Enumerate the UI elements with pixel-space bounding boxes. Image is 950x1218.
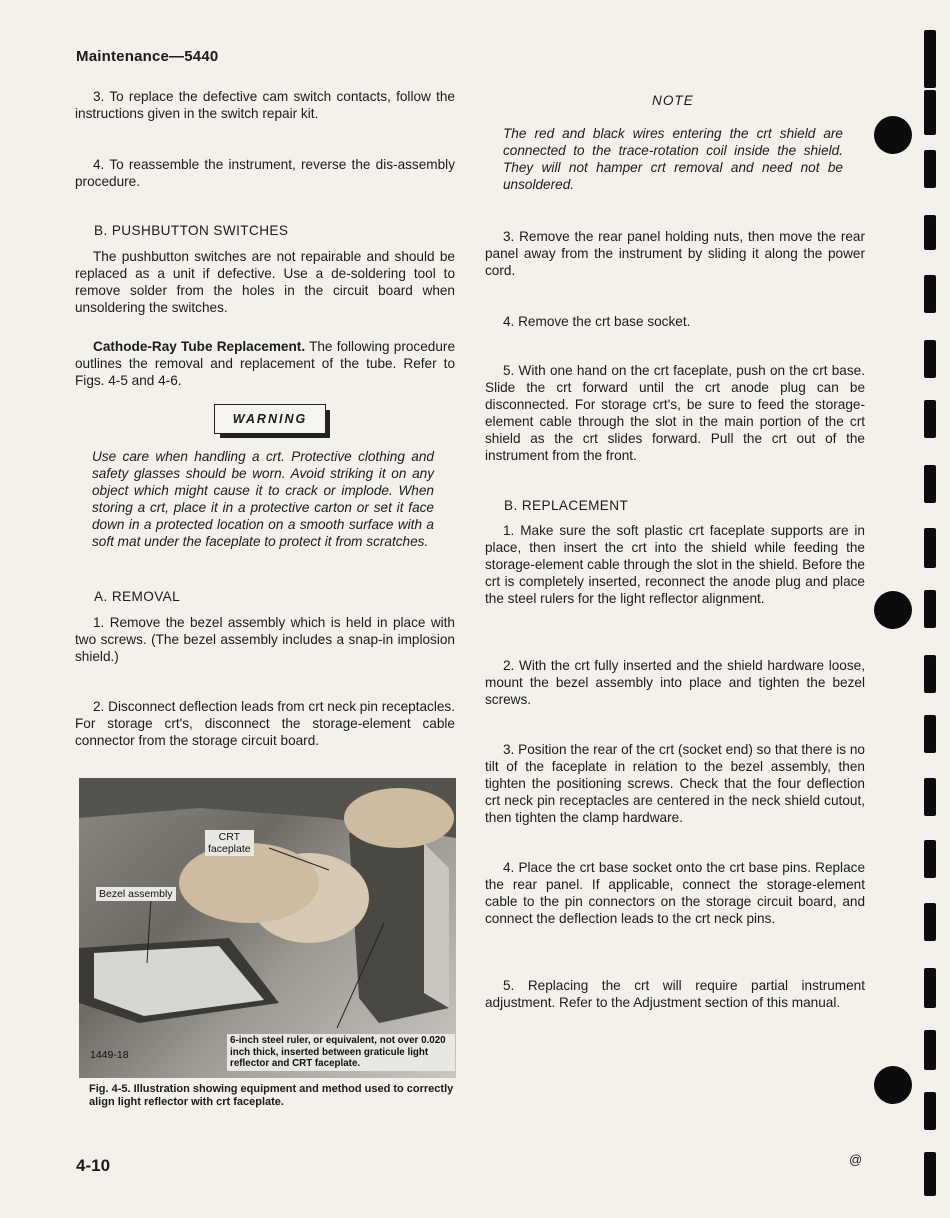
crt-replacement-text: The following procedure outlines the removal and replacement of the tube. Refer to Figs. 4-5 and 4-6. — [75, 339, 455, 388]
edge-tab — [924, 840, 936, 878]
edge-tab — [924, 30, 936, 88]
binder-hole-bottom — [874, 1066, 912, 1104]
edge-tab — [924, 778, 936, 816]
label-crt-line2: faceplate — [208, 843, 251, 855]
binder-hole-middle — [874, 591, 912, 629]
binder-hole-top — [874, 116, 912, 154]
paragraph-rear-panel: 3. Remove the rear panel holding nuts, then move the rear panel away from the instrument by sliding it along the power cord. — [485, 229, 865, 278]
paragraph-adjustment: 5. Replacing the crt will require partial instrument adjustment. Refer to the Adjustment section of this manual. — [485, 978, 865, 1010]
edge-tab — [924, 715, 936, 753]
figure-photo — [79, 778, 456, 1078]
edge-tab — [924, 903, 936, 941]
paragraph-switch-repair: 3. To replace the defective cam switch contacts, follow the instructions given in the switch repair kit. — [75, 89, 455, 121]
note-title: NOTE — [652, 93, 694, 108]
edge-tab — [924, 1152, 936, 1196]
paragraph-remove-bezel: 1. Remove the bezel assembly which is held in place with two screws. (The bezel assembly includes a snap-in implosion shield.) — [75, 615, 455, 664]
instrument-front-panel — [424, 843, 449, 1008]
edge-tab — [924, 150, 936, 188]
edge-tab — [924, 1092, 936, 1130]
paragraph-base-socket: 4. Place the crt base socket onto the crt base pins. Replace the rear panel. If applicable, connect the storage-element cable to the pin connectors on the storage circuit board, and connect the deflection leads to the crt neck pins. — [485, 860, 865, 926]
paragraph-remove-socket: 4. Remove the crt base socket. — [503, 314, 691, 329]
edge-tab — [924, 340, 936, 378]
edge-tab — [924, 275, 936, 313]
crt-replacement-lead: Cathode-Ray Tube Replacement. — [93, 339, 306, 354]
figure-id: 1449-18 — [90, 1049, 129, 1061]
edge-tab — [924, 465, 936, 503]
edge-tab — [924, 655, 936, 693]
footer-symbol: @ — [849, 1152, 863, 1167]
edge-tab — [924, 1030, 936, 1070]
edge-tab — [924, 215, 936, 250]
warning-label: WARNING — [214, 404, 326, 434]
paragraph-mount-bezel: 2. With the crt fully inserted and the shield hardware loose, mount the bezel assembly into place and tighten the bezel screws. — [485, 658, 865, 707]
figure-caption: Fig. 4-5. Illustration showing equipment and method used to correctly align light reflector with crt faceplate. — [89, 1083, 454, 1108]
paragraph-pushbutton: The pushbutton switches are not repairable and should be replaced as a unit if defective. Use a de-soldering tool to remove solder from the holes in the circuit board when unsoldering the switches. — [75, 249, 455, 315]
page-header: Maintenance—5440 — [76, 48, 219, 65]
paragraph-reassemble: 4. To reassemble the instrument, reverse the dis-assembly procedure. — [75, 157, 455, 189]
label-crt-faceplate — [205, 830, 254, 856]
edge-tab — [924, 400, 936, 438]
edge-tab — [924, 590, 936, 628]
note-text: The red and black wires entering the crt shield are connected to the trace-rotation coil inside the shield. They will not hamper crt removal and need not be unsoldered. — [503, 126, 843, 192]
label-steel-ruler: 6-inch steel ruler, or equivalent, not over 0.020 inch thick, inserted between graticule light reflector and CRT faceplate. — [227, 1034, 455, 1071]
paragraph-slide-crt: 5. With one hand on the crt faceplate, push on the crt base. Slide the crt forward until the crt anode plug can be disconnected. For storage crt's, be sure to feed the storage-element cable through the slot in the main portion of the crt shield as the crt slides forward. Pull the crt out of the instrument from the front. — [485, 363, 865, 463]
page-number: 4-10 — [76, 1156, 111, 1175]
warning-box-shadow-bottom — [220, 434, 330, 438]
hand-top — [344, 788, 454, 848]
label-bezel-assembly: Bezel assembly — [96, 887, 176, 901]
edge-tab — [924, 528, 936, 568]
paragraph-position-crt: 3. Position the rear of the crt (socket end) so that there is no tilt of the faceplate in relation to the bezel assembly, then tighten the positioning screws. Check that the four deflection crt neck pin receptacles are centered in the neck shield cutout, then tighten the clamp hardware. — [485, 742, 865, 825]
heading-replacement: B. REPLACEMENT — [504, 498, 629, 513]
label-crt-line1: CRT — [218, 831, 240, 843]
warning-text: Use care when handling a crt. Protective clothing and safety glasses should be worn. Avoid striking it on any object which might cause it to crack or implode. When storing a crt, place it in a protective carton or set it face down in a protected location on a smooth surface with a soft mat under the faceplate to protect it from scratches. — [92, 449, 434, 549]
paragraph-insert-crt: 1. Make sure the soft plastic crt faceplate supports are in place, then insert the crt into the shield while feeding the storage-element cable through the slot in the shield. Before the crt is completely inserted, reconnect the anode plug and place the steel rulers for the light reflector alignment. — [485, 523, 865, 606]
heading-pushbutton-switches: B. PUSHBUTTON SWITCHES — [94, 223, 289, 238]
figure-illustration — [79, 778, 456, 1078]
paragraph-crt-replacement — [75, 338, 455, 389]
heading-removal: A. REMOVAL — [94, 589, 181, 604]
edge-tab — [924, 968, 936, 1008]
paragraph-disconnect-leads: 2. Disconnect deflection leads from crt neck pin receptacles. For storage crt's, disconnect the storage-element cable connector from the storage circuit board. — [75, 699, 455, 748]
edge-tab — [924, 90, 936, 135]
